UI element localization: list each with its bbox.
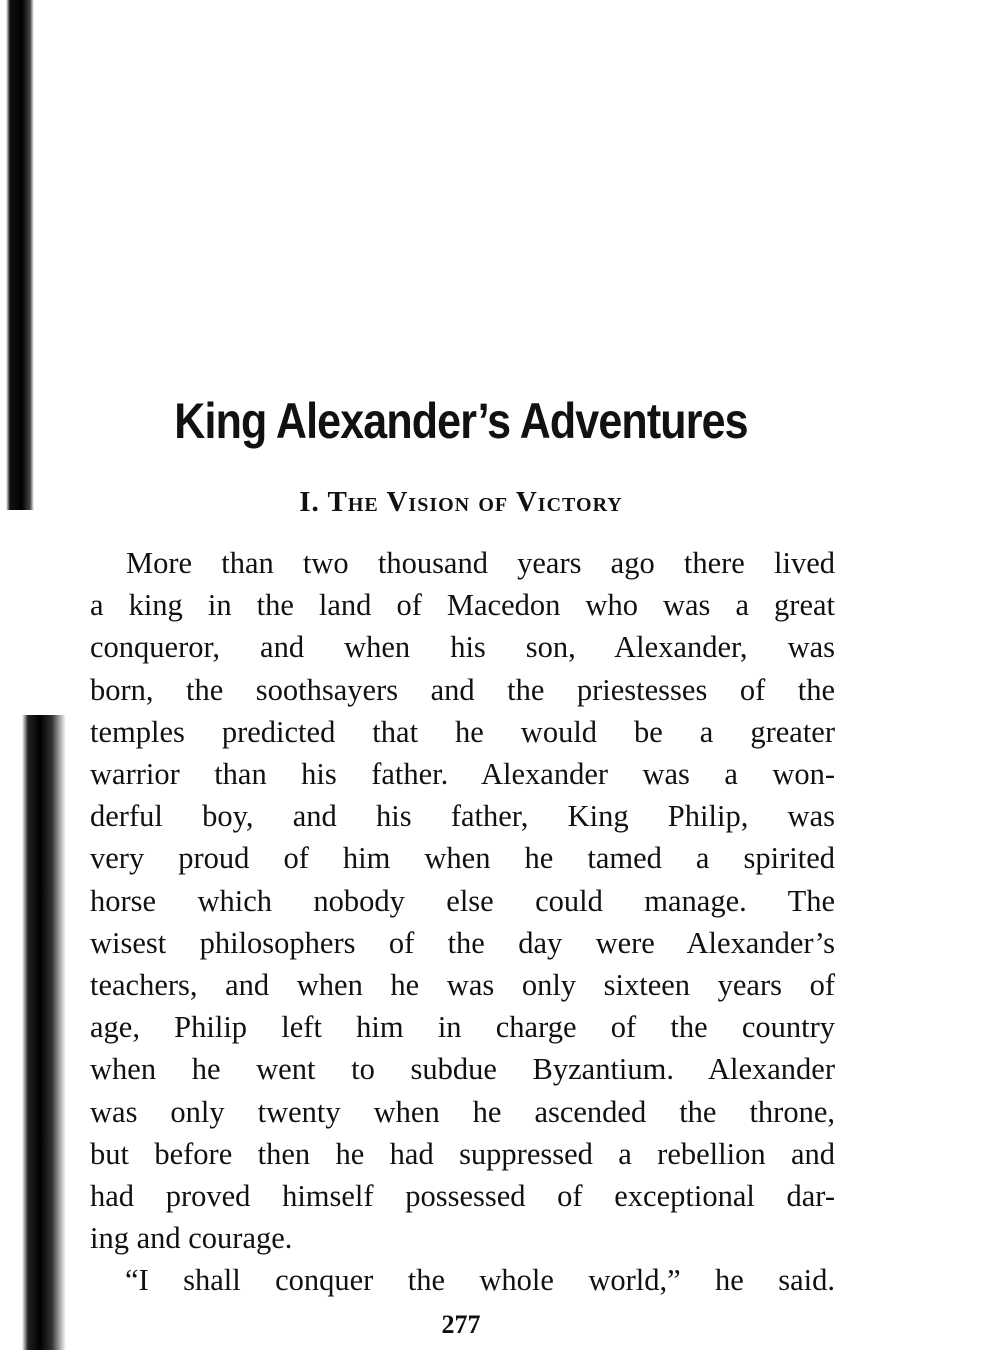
text-line: wisest philosophers of the day were Alexander’s bbox=[90, 925, 835, 960]
text-line: very proud of him when he tamed a spirited bbox=[90, 841, 835, 876]
chapter-title: King Alexander’s Adventures bbox=[174, 393, 748, 449]
text-line: born, the soothsayers and the priestesses of the bbox=[90, 672, 835, 707]
text-line: had proved himself possessed of exceptional dar- bbox=[90, 1179, 835, 1214]
text-line: a king in the land of Macedon who was a great bbox=[90, 588, 835, 623]
text-line: “I shall conquer the whole world,” he said. bbox=[125, 1263, 835, 1298]
text-line: warrior than his father. Alexander was a won- bbox=[90, 757, 835, 792]
text-line: derful boy, and his father, King Philip, was bbox=[90, 799, 835, 834]
text-line: when he went to subdue Byzantium. Alexander bbox=[90, 1052, 835, 1087]
text-line: conqueror, and when his son, Alexander, was bbox=[90, 630, 835, 665]
text-line: teachers, and when he was only sixteen years of bbox=[90, 968, 835, 1003]
text-line: horse which nobody else could manage. The bbox=[90, 883, 835, 918]
scan-gutter-shadow-bottom bbox=[22, 715, 66, 1350]
page-number: 277 bbox=[441, 1310, 481, 1339]
text-line: was only twenty when he ascended the throne, bbox=[90, 1094, 835, 1129]
section-heading: I. The Vision of Victory bbox=[299, 486, 623, 518]
text-line: temples predicted that he would be a greater bbox=[90, 714, 835, 749]
text-line: but before then he had suppressed a rebellion and bbox=[90, 1136, 835, 1171]
text-line: age, Philip left him in charge of the country bbox=[90, 1010, 835, 1045]
text-line: ing and courage. bbox=[90, 1221, 293, 1256]
text-line: More than two thousand years ago there lived bbox=[126, 546, 835, 580]
scan-gutter-shadow-top bbox=[0, 0, 34, 510]
body-text bbox=[90, 542, 835, 1302]
